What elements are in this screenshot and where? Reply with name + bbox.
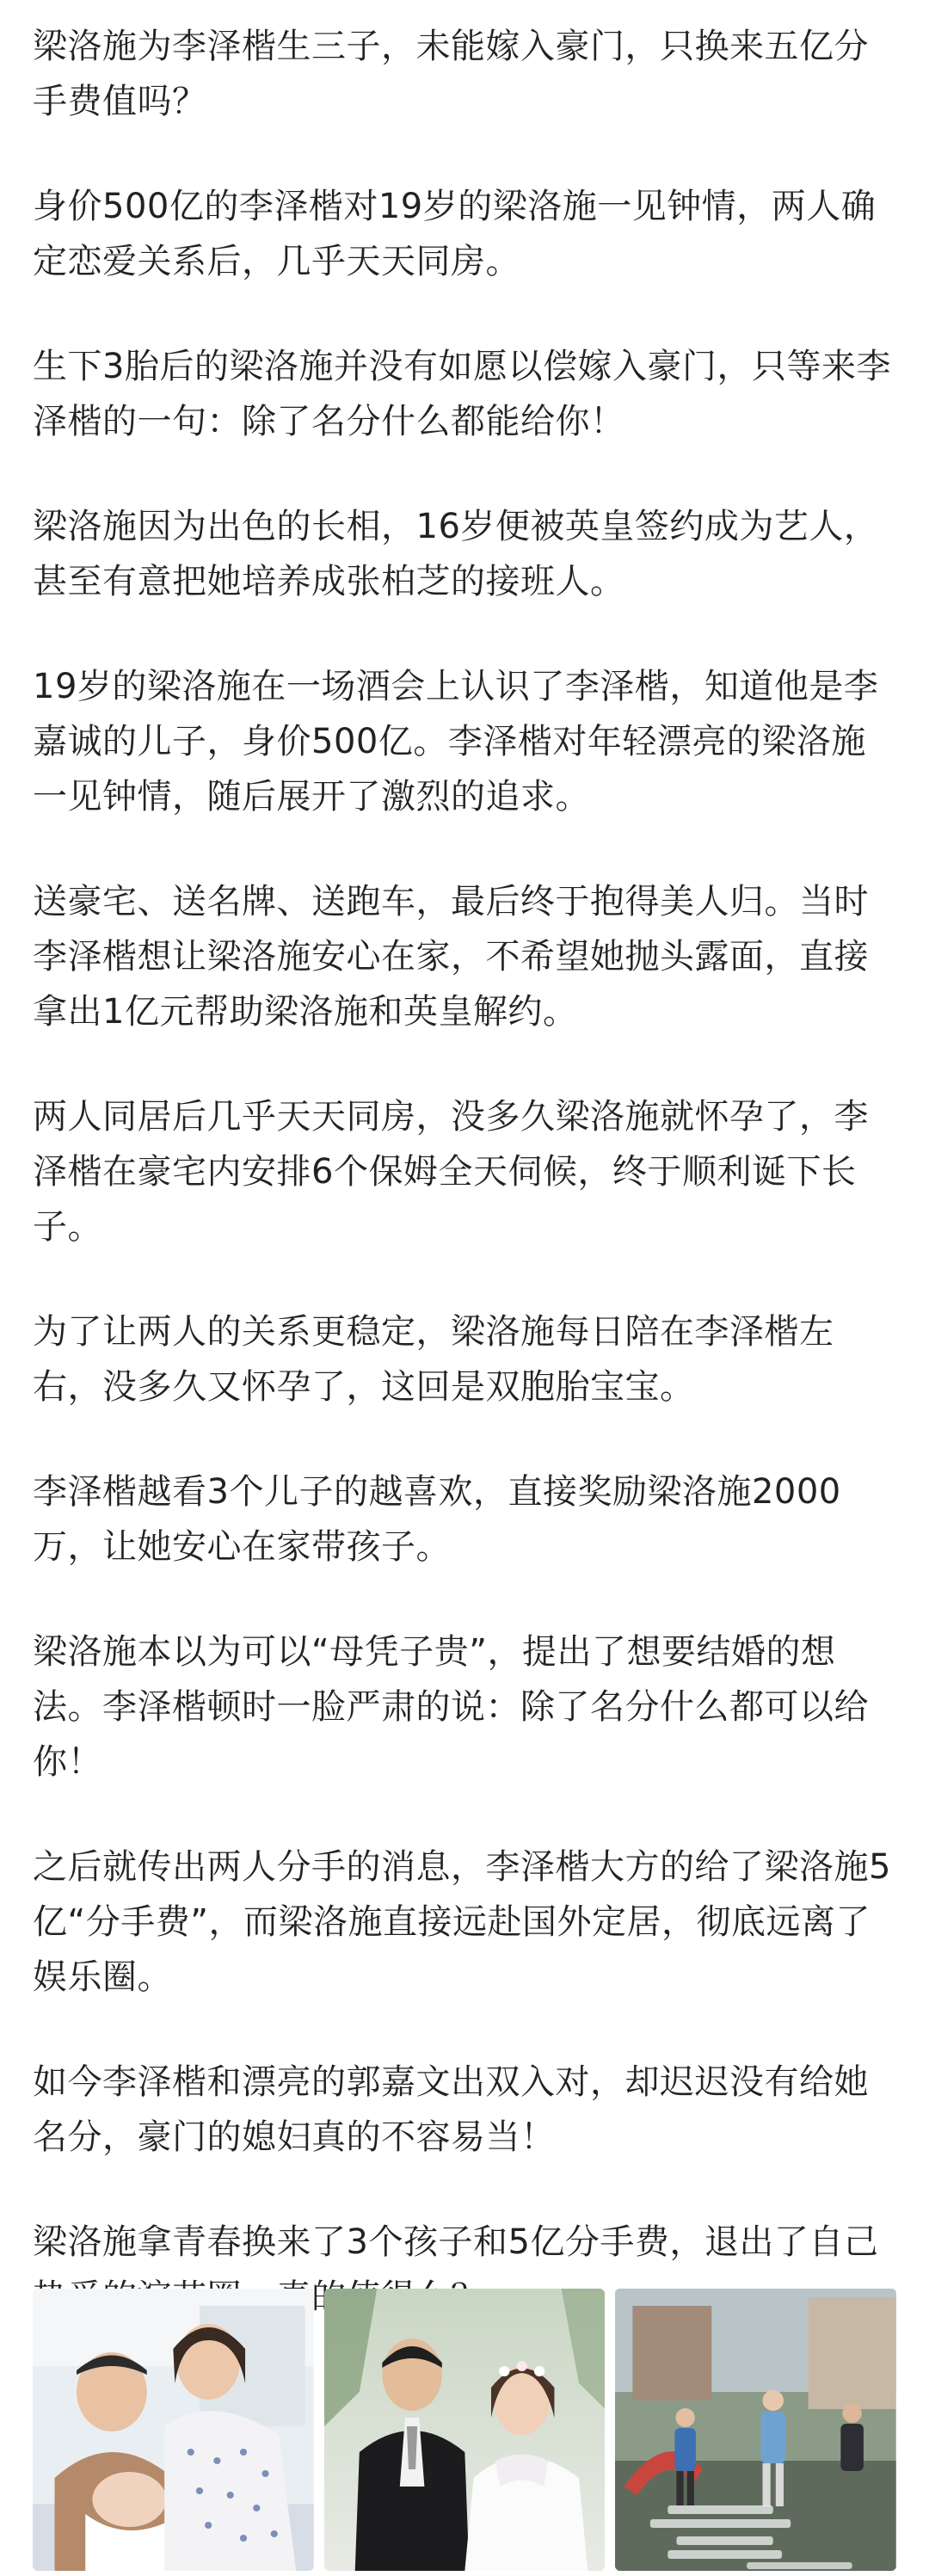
paragraph-6: 送豪宅、送名牌、送跑车，最后终于抱得美人归。当时李泽楷想让梁洛施安心在家，不希望她抛头露面，直接拿出1亿元帮助梁洛施和英皇解约。: [33, 882, 869, 1032]
photo-hospital[interactable]: [33, 2289, 314, 2571]
paragraph-3: 生下3胎后的梁洛施并没有如愿以偿嫁入豪门，只等来李泽楷的一句：除了名分什么都能给你！: [33, 347, 891, 441]
photo-gallery: [33, 2289, 896, 2571]
wedding-couple-photo-icon: [324, 2289, 606, 2571]
paragraph-13: 梁洛施拿青春换来了3个孩子和5亿分手费，退出了自己: [33, 2222, 879, 2262]
paragraph-12: 如今李泽楷和漂亮的郭嘉文出双入对，却迟迟没有给她名分，豪门的媳妇真的不容易当！: [33, 2062, 869, 2157]
paragraph-5: 19岁的梁洛施在一场酒会上认识了李泽楷，知道他是李嘉诚的儿子，身价500亿。李泽楷对年轻漂亮的梁洛施一见钟情，随后展开了激烈的追求。: [33, 667, 879, 817]
paragraph-8: 为了让两人的关系更稳定，梁洛施每日陪在李泽楷左右，没多久又怀孕了，这回是双胞胎宝宝。: [33, 1312, 834, 1407]
hospital-family-photo-icon: [33, 2289, 314, 2571]
article-body: [33, 19, 896, 2325]
paragraph-4: 梁洛施因为出色的长相，16岁便被英皇签约成为艺人，甚至有意把她培养成张柏芝的接班人。: [33, 507, 879, 601]
paragraph-2: 身价500亿的李泽楷对19岁的梁洛施一见钟情，两人确定恋爱关系后，几乎天天同房。: [33, 187, 877, 281]
paragraph-1: 梁洛施为李泽楷生三子，未能嫁入豪门，只换来五亿分手费值吗？: [33, 27, 869, 121]
paragraph-10: 梁洛施本以为可以“母凭子贵”，提出了想要结婚的想法。李泽楷顿时一脸严肃的说：除了名分什么都可以给你！: [33, 1632, 869, 1782]
street-video-still-icon: [615, 2289, 896, 2571]
paragraph-11: 之后就传出两人分手的消息，李泽楷大方的给了梁洛施5亿“分手费”，而梁洛施直接远赴国外定居，彻底远离了娱乐圈。: [33, 1847, 891, 1997]
photo-street[interactable]: [615, 2289, 896, 2571]
photo-wedding[interactable]: [324, 2289, 606, 2571]
paragraph-7: 两人同居后几乎天天同房，没多久梁洛施就怀孕了，李泽楷在豪宅内安排6个保姆全天伺候，终于顺利诞下长子。: [33, 1097, 869, 1247]
paragraph-9: 李泽楷越看3个儿子的越喜欢，直接奖励梁洛施2000万，让她安心在家带孩子。: [33, 1472, 841, 1567]
